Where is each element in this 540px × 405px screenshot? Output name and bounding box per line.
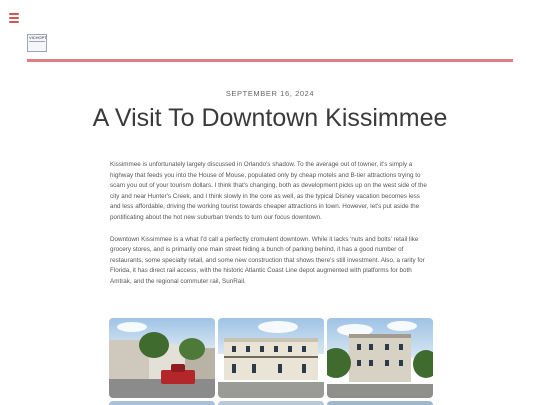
gallery-thumb-partial[interactable] xyxy=(327,401,433,405)
gallery-thumb-partial[interactable] xyxy=(218,401,324,405)
logo-bar xyxy=(29,41,45,42)
photo-brick-historic-building[interactable] xyxy=(327,318,433,398)
gallery-thumb-partial[interactable] xyxy=(109,401,215,405)
post-content xyxy=(110,160,432,299)
photo-street-red-truck[interactable] xyxy=(109,318,215,398)
header-divider xyxy=(27,59,513,62)
site-logo[interactable] xyxy=(27,34,47,52)
logo-text: VICHOPT xyxy=(29,35,47,40)
photo-two-story-building[interactable] xyxy=(218,318,324,398)
post-paragraph: Downtown Kissimmee is a what I'd call a perfectly cromulent downtown. While it lacks 'nuts and bolts' retail like grocery stores, and is primarily one main street hiding a bunch of parking behind, it has a good number of restaurants, some specialty retail, and some new construction that shows there's still investment. Also, a rarity for Florida, it has direct rail access, with the historic Atlantic Coast Line depot augmented with platforms for both Amtrak, and the regional commuter rail, SunRail. xyxy=(110,235,425,285)
post-date: SEPTEMBER 16, 2024 xyxy=(225,89,315,98)
post-paragraph: Kissimmee is unfortunately largely discussed in Orlando's shadow. To the average out of towner, it's simply a highway that feeds you into the House of Mouse, populated only by cheap motels and B-tier attractions trying to scam you out of your tourism dollars. I think that's changing, both as development picks up on the west side of the city and near Hunter's Creek, and I think slowly in the core as well, as the typical Disney vacation becomes less and less affordable, driving the working tourist towards cheaper attractions in town. However, let's put aside the pontificating about the hot new suburban trends to turn our focus downtown. xyxy=(110,161,427,221)
hamburger-menu-icon[interactable] xyxy=(9,13,19,23)
post-title: A Visit To Downtown Kissimmee xyxy=(92,104,448,132)
